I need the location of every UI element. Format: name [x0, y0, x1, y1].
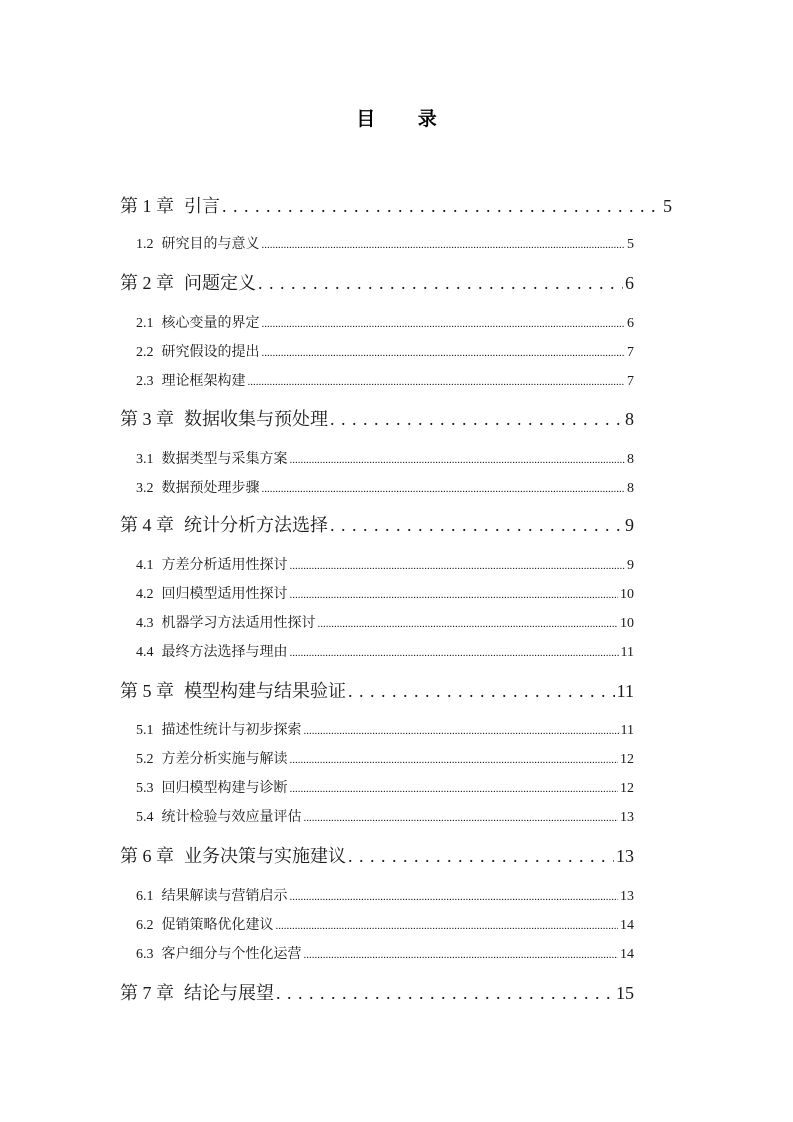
toc-entry-number: 3.1: [136, 452, 154, 467]
toc-entry-label: 模型构建与结果验证: [184, 681, 346, 701]
toc-entry-label: 理论框架构建: [161, 374, 246, 389]
toc-entry-page: 13: [620, 889, 634, 904]
toc-entry-page: 13: [616, 846, 634, 866]
toc-section-entry[interactable]: [136, 583, 634, 601]
toc-leader-dots: [348, 681, 615, 702]
toc-entry-label: 结论与展望: [184, 983, 274, 1003]
toc-entry-label: 核心变量的界定: [161, 316, 260, 331]
toc-entry-page: 5: [663, 196, 672, 216]
toc-leader-dots: [258, 273, 623, 294]
toc-entry-number: 6.2: [136, 918, 154, 933]
toc-section-entry[interactable]: [136, 477, 634, 495]
toc-entry-label: 问题定义: [184, 273, 256, 293]
toc-leader-dots: [330, 515, 623, 536]
toc-entry-number: 5.1: [136, 723, 154, 738]
toc-section-entry[interactable]: [136, 312, 634, 330]
toc-section-entry[interactable]: [136, 806, 634, 824]
toc-entry-label: 数据预处理步骤: [161, 481, 260, 496]
toc-chapter-entry[interactable]: [120, 269, 634, 293]
toc-entry-label: 最终方法选择与理由: [161, 645, 288, 660]
toc-leader-dots: [290, 558, 626, 574]
toc-leader-dots: [348, 846, 614, 867]
toc-entry-page: 12: [620, 781, 634, 796]
toc-entry-page: 8: [627, 481, 634, 496]
toc-entry-page: 11: [620, 645, 634, 660]
toc-entry-number: 第 7 章: [120, 983, 174, 1003]
toc-section-entry[interactable]: [136, 448, 634, 466]
toc-entry-number: 6.3: [136, 947, 154, 962]
toc-entry-page: 13: [620, 810, 634, 825]
toc-entry-label: 描述性统计与初步探索: [161, 723, 302, 738]
toc-leader-dots: [222, 196, 661, 217]
toc-entry-label: 方差分析适用性探讨: [161, 558, 288, 573]
toc-chapter-entry[interactable]: [120, 192, 672, 216]
toc-entry-page: 6: [625, 273, 634, 293]
toc-entry-number: 2.1: [136, 316, 154, 331]
toc-leader-dots: [290, 752, 619, 768]
toc-entry-label: 统计分析方法选择: [184, 515, 328, 535]
toc-section-entry[interactable]: [136, 554, 634, 572]
toc-entry-number: 4.3: [136, 616, 154, 631]
toc-leader-dots: [262, 481, 626, 497]
toc-section-entry[interactable]: [136, 341, 634, 359]
toc-entry-page: 6: [627, 316, 634, 331]
toc-entry-page: 8: [625, 409, 634, 429]
toc-leader-dots: [276, 983, 614, 1004]
toc-leader-dots: [248, 374, 626, 390]
toc-entry-label: 数据收集与预处理: [184, 409, 328, 429]
toc-entry-label: 统计检验与效应量评估: [161, 810, 302, 825]
toc-section-entry[interactable]: [136, 719, 634, 737]
toc-entry-number: 3.2: [136, 481, 154, 496]
toc-entry-label: 促销策略优化建议: [161, 918, 274, 933]
toc-section-entry[interactable]: [136, 612, 634, 630]
toc-entry-label: 回归模型适用性探讨: [161, 587, 288, 602]
toc-entry-label: 客户细分与个性化运营: [161, 947, 302, 962]
toc-leader-dots: [318, 616, 619, 632]
toc-section-entry[interactable]: [136, 885, 634, 903]
toc-entry-page: 11: [616, 681, 634, 701]
toc-entry-number: 1.2: [136, 237, 154, 252]
toc-leader-dots: [304, 947, 619, 963]
toc-section-entry[interactable]: [136, 748, 634, 766]
toc-entry-number: 5.3: [136, 781, 154, 796]
toc-chapter-entry[interactable]: [120, 511, 634, 535]
toc-entry-page: 7: [627, 374, 634, 389]
toc-entry-label: 业务决策与实施建议: [184, 846, 346, 866]
toc-leader-dots: [290, 587, 619, 603]
toc-leader-dots: [262, 237, 626, 253]
toc-section-entry[interactable]: [136, 914, 634, 932]
toc-entry-number: 6.1: [136, 889, 154, 904]
toc-chapter-entry[interactable]: [120, 405, 634, 429]
toc-entry-number: 第 3 章: [120, 409, 174, 429]
toc-entry-label: 方差分析实施与解读: [161, 752, 288, 767]
toc-leader-dots: [290, 452, 626, 468]
toc-entry-page: 9: [625, 515, 634, 535]
toc-leader-dots: [304, 810, 619, 826]
toc-chapter-entry[interactable]: [120, 677, 634, 701]
toc-entry-page: 7: [627, 345, 634, 360]
toc-entry-label: 回归模型构建与诊断: [161, 781, 288, 796]
toc-entry-number: 4.2: [136, 587, 154, 602]
toc-section-entry[interactable]: [136, 943, 634, 961]
toc-section-entry[interactable]: [136, 641, 634, 659]
toc-section-entry[interactable]: [136, 370, 634, 388]
toc-leader-dots: [262, 316, 626, 332]
toc-entry-number: 5.2: [136, 752, 154, 767]
toc-entry-number: 第 1 章: [120, 196, 174, 216]
toc-section-entry[interactable]: [136, 777, 634, 795]
toc-entry-number: 第 2 章: [120, 273, 174, 293]
toc-chapter-entry[interactable]: [120, 842, 634, 866]
toc-entry-number: 4.4: [136, 645, 154, 660]
toc-entry-page: 14: [620, 947, 634, 962]
toc-entry-label: 引言: [184, 196, 220, 216]
toc-entry-page: 10: [620, 616, 634, 631]
toc-entry-number: 2.3: [136, 374, 154, 389]
toc-leader-dots: [304, 723, 619, 739]
toc-leader-dots: [290, 645, 619, 661]
toc-entry-page: 12: [620, 752, 634, 767]
toc-title: 目 录: [356, 108, 455, 130]
toc-entry-label: 机器学习方法适用性探讨: [161, 616, 316, 631]
toc-leader-dots: [330, 409, 623, 430]
toc-entry-page: 14: [620, 918, 634, 933]
toc-entry-page: 10: [620, 587, 634, 602]
toc-entry-number: 4.1: [136, 558, 154, 573]
toc-entry-page: 5: [627, 237, 634, 252]
toc-entry-page: 11: [620, 723, 634, 738]
toc-entry-label: 研究目的与意义: [161, 237, 260, 252]
toc-entry-label: 结果解读与营销启示: [161, 889, 288, 904]
toc-entry-number: 5.4: [136, 810, 154, 825]
toc-leader-dots: [290, 889, 619, 905]
toc-entry-number: 第 5 章: [120, 681, 174, 701]
toc-chapter-entry[interactable]: [120, 979, 634, 1003]
toc-section-entry[interactable]: [136, 233, 634, 251]
toc-entry-label: 数据类型与采集方案: [161, 452, 288, 467]
toc-entry-page: 9: [627, 558, 634, 573]
toc-entry-page: 15: [616, 983, 634, 1003]
toc-entry-number: 第 6 章: [120, 846, 174, 866]
toc-leader-dots: [262, 345, 626, 361]
toc-entry-number: 2.2: [136, 345, 154, 360]
toc-leader-dots: [276, 918, 619, 934]
toc-leader-dots: [290, 781, 619, 797]
toc-entry-label: 研究假设的提出: [161, 345, 260, 360]
toc-entry-page: 8: [627, 452, 634, 467]
toc-entry-number: 第 4 章: [120, 515, 174, 535]
